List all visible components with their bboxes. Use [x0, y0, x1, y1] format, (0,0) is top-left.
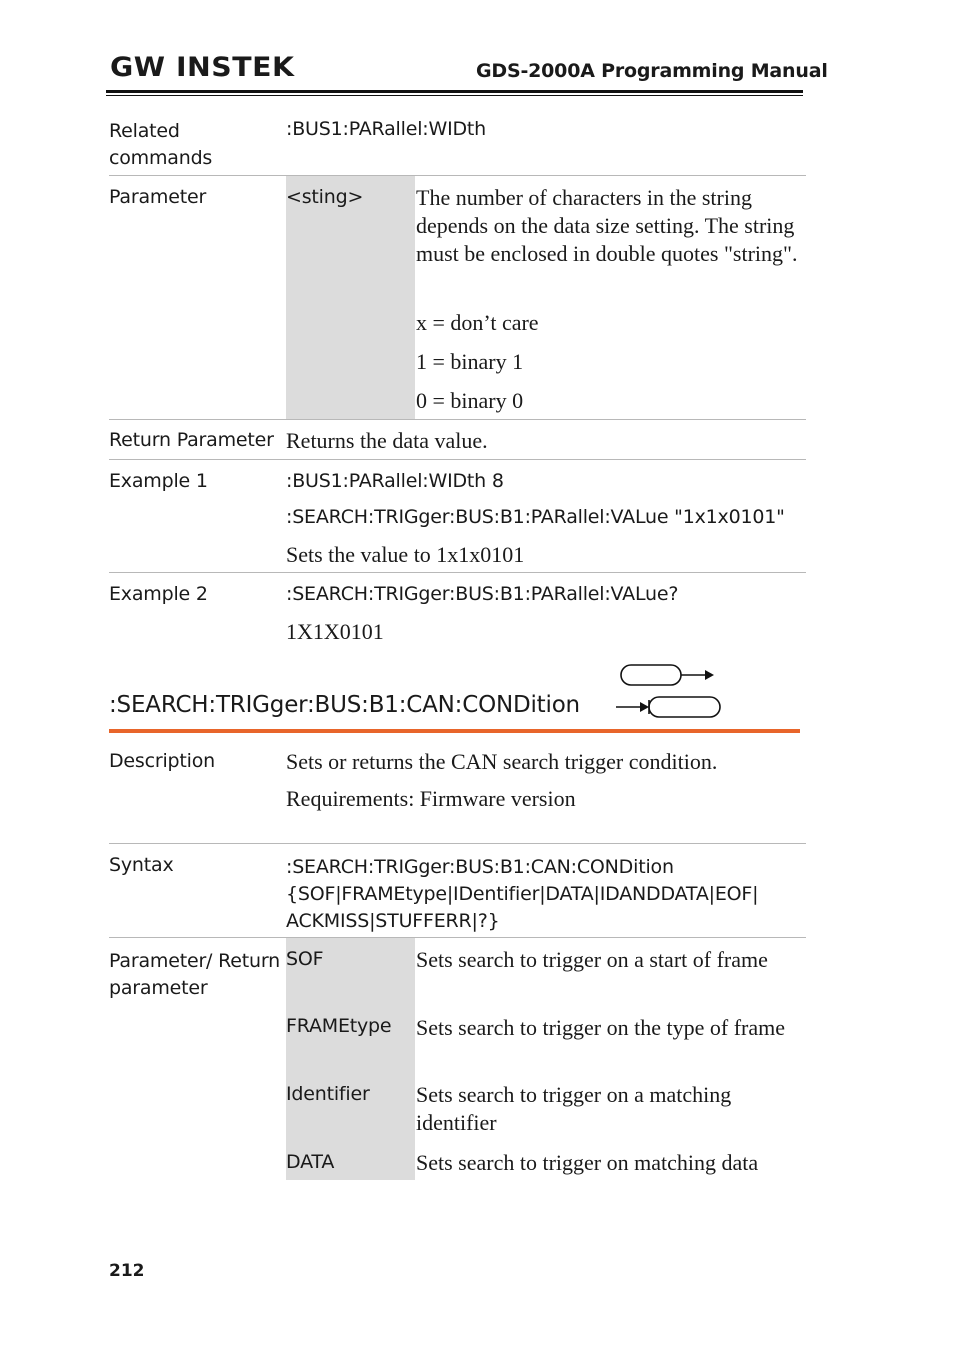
param-description: Sets search to trigger on matching data	[416, 1150, 759, 1175]
syntax-label: Syntax	[109, 854, 174, 876]
syntax-line3: ACKMISS|STUFFERR|?}	[286, 910, 500, 932]
command-heading: :SEARCH:TRIGger:BUS:B1:CAN:CONDition	[109, 692, 580, 718]
page-number: 212	[109, 1261, 145, 1281]
return-parameter-label: Return Parameter	[109, 429, 274, 451]
param-name: FRAMEtype	[286, 1015, 392, 1037]
param-name-shade	[286, 938, 415, 1180]
row-divider	[109, 572, 806, 573]
example2-result: 1X1X0101	[286, 619, 384, 644]
example1-label: Example 1	[109, 470, 208, 492]
description-text: Sets or returns the CAN search trigger condition.	[286, 749, 718, 774]
binary-one-note: 1 = binary 1	[416, 349, 524, 374]
param-name: DATA	[286, 1151, 335, 1173]
param-name: SOF	[286, 948, 324, 970]
requirements-text: Requirements: Firmware version	[286, 786, 576, 811]
param-name: Identifier	[286, 1083, 370, 1105]
header-rule-thin	[106, 95, 803, 96]
set-command-icon	[621, 665, 714, 685]
row-divider	[109, 843, 806, 844]
row-divider	[109, 419, 806, 420]
description-label: Description	[109, 750, 216, 772]
binary-zero-note: 0 = binary 0	[416, 388, 524, 413]
return-parameter-value: Returns the data value.	[286, 428, 488, 453]
heading-accent-rule	[109, 729, 800, 733]
example2-label: Example 2	[109, 583, 208, 605]
param-return-label: Parameter/ Return parameter	[109, 950, 280, 999]
example1-result: Sets the value to 1x1x0101	[286, 542, 525, 567]
parameter-name: <sting>	[286, 186, 364, 208]
syntax-line2: {SOF|FRAMEtype|IDentifier|DATA|IDANDDATA|EOF|	[286, 883, 759, 905]
example1-command2: :SEARCH:TRIGger:BUS:B1:PARallel:VALue "1x1x0101"	[286, 506, 785, 528]
row-divider	[109, 937, 806, 938]
param-description: Sets search to trigger on the type of frame	[416, 1015, 785, 1040]
row-divider	[109, 459, 806, 460]
parameter-description: The number of characters in the string depends on the data size setting. The string must be enclosed in double quotes "string".	[416, 185, 798, 266]
header-rule-thick	[106, 90, 803, 93]
manual-title: GDS-2000A Programming Manual	[476, 60, 828, 82]
param-description: Sets search to trigger on a start of frame	[416, 947, 768, 972]
example1-command: :BUS1:PARallel:WIDth 8	[286, 470, 504, 492]
related-commands-value: :BUS1:PARallel:WIDth	[286, 118, 486, 140]
param-description: Sets search to trigger on a matching identifier	[416, 1082, 732, 1135]
query-command-icon	[616, 697, 720, 717]
parameter-name-shade	[286, 176, 415, 419]
row-divider	[109, 175, 806, 176]
brand-logo: GW INSTEK	[110, 52, 295, 83]
related-commands-label: Related commands	[109, 120, 213, 169]
syntax-line1: :SEARCH:TRIGger:BUS:B1:CAN:CONDition	[286, 856, 674, 878]
example2-command: :SEARCH:TRIGger:BUS:B1:PARallel:VALue?	[286, 583, 679, 605]
parameter-label: Parameter	[109, 186, 207, 208]
set-query-icons	[614, 662, 724, 722]
dont-care-note: x = don’t care	[416, 310, 539, 335]
